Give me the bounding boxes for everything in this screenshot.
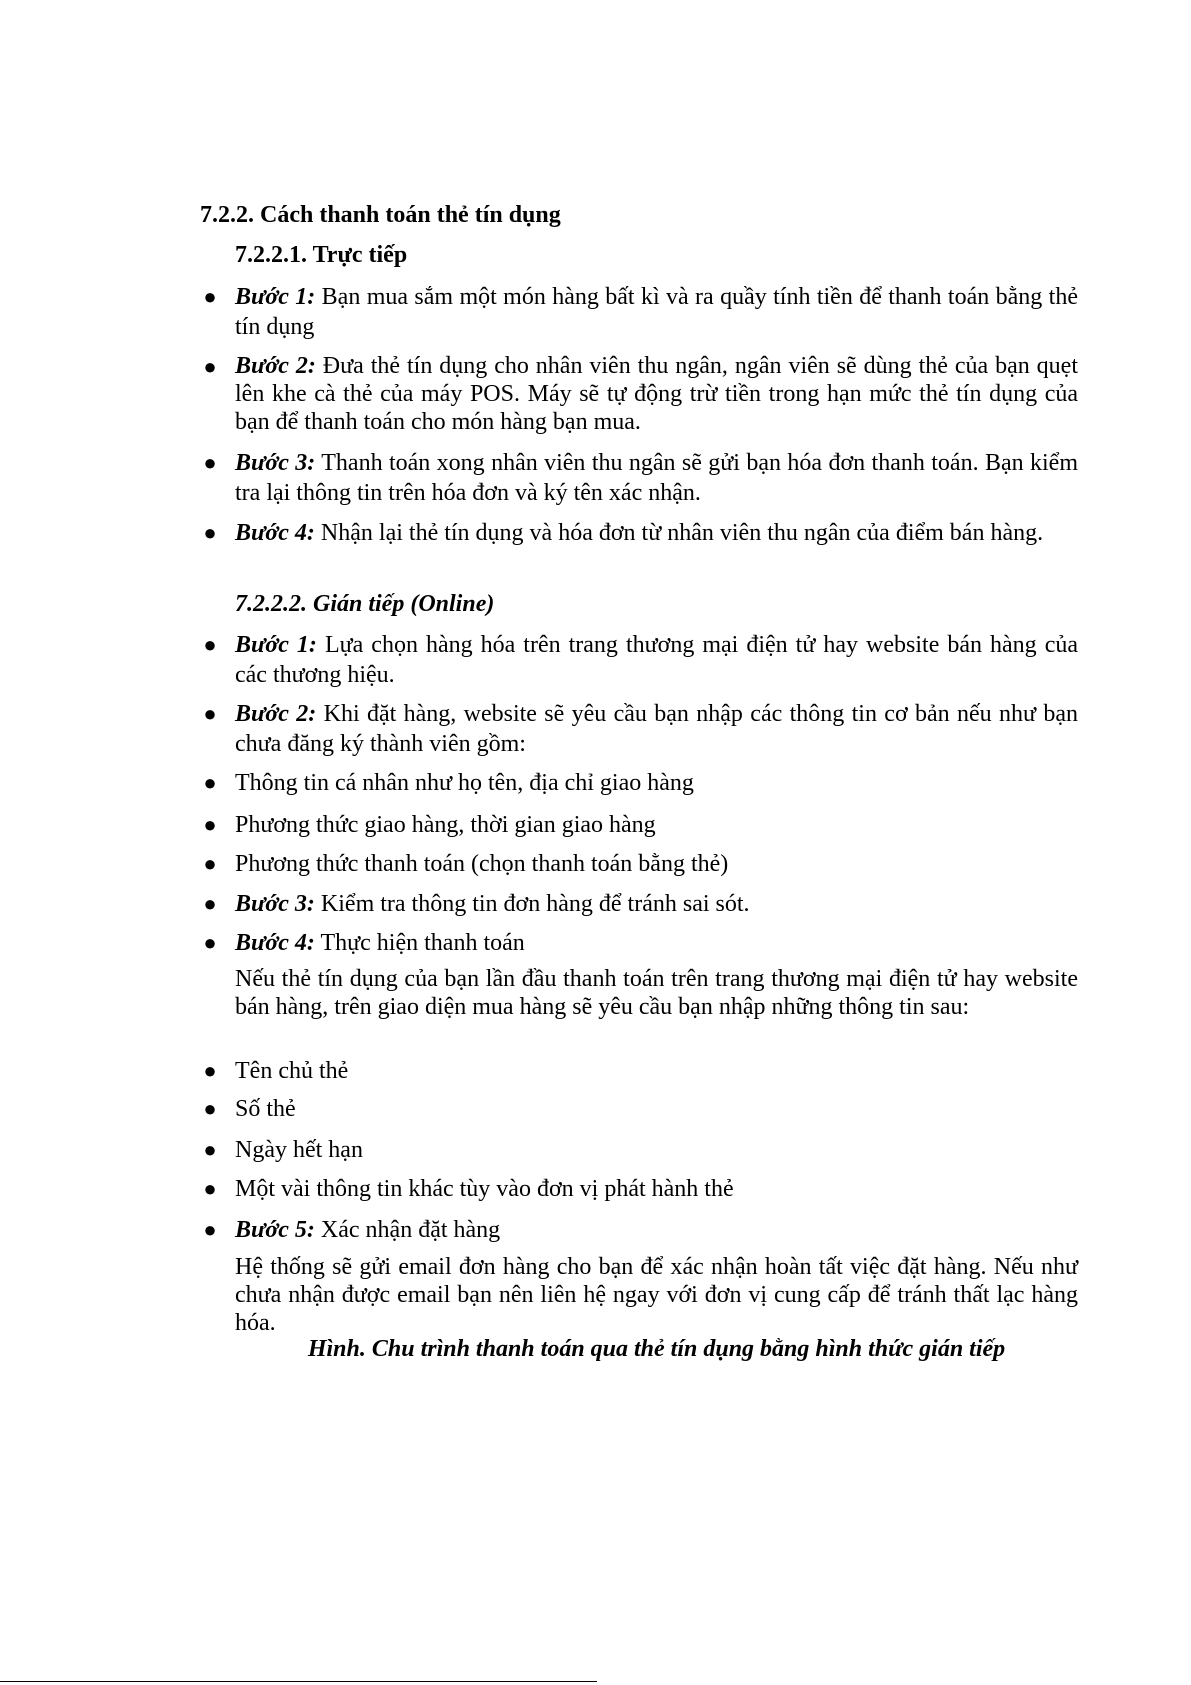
card-item-text: Tên chủ thẻ xyxy=(235,1058,349,1084)
info-item-text: Phương thức thanh toán (chọn thanh toán bằng thẻ) xyxy=(235,851,729,877)
info-item-text: Phương thức giao hàng, thời gian giao hàng xyxy=(235,812,656,838)
list-item xyxy=(203,1215,1078,1245)
list-item xyxy=(203,928,1078,958)
step-text: Khi đặt hàng, website sẽ yêu cầu bạn nhập các thông tin cơ bản nếu như bạn chưa đăng ký thành viên gồm: xyxy=(235,701,1078,757)
list-item xyxy=(203,699,1078,759)
bullet-icon: ● xyxy=(203,930,217,955)
card-item-text: Ngày hết hạn xyxy=(235,1137,363,1163)
step5-paragraph: Hệ thống sẽ gửi email đơn hàng cho bạn để xác nhận hoàn tất việc đặt hàng. Nếu như chưa nhận được email bạn nên liên hệ ngay với đơn vị cung cấp để tránh thất lạc hàng hóa. xyxy=(235,1254,1078,1336)
step-label: Bước 5: xyxy=(235,1217,315,1243)
step-label: Bước 4: xyxy=(235,930,315,956)
step-label: Bước 3: xyxy=(235,450,316,476)
step-label: Bước 1: xyxy=(235,632,317,658)
bullet-icon: ● xyxy=(203,520,217,545)
bullet-icon: ● xyxy=(203,851,217,876)
bullet-icon: ● xyxy=(203,450,217,475)
step-text: Thanh toán xong nhân viên thu ngân sẽ gửi bạn hóa đơn thanh toán. Bạn kiểm tra lại thông tin trên hóa đơn và ký tên xác nhận. xyxy=(235,450,1078,506)
list-item xyxy=(203,1135,1078,1165)
step-label: Bước 4: xyxy=(235,520,315,546)
step4-paragraph: Nếu thẻ tín dụng của bạn lần đầu thanh toán trên trang thương mại điện tử hay website bán hàng, trên giao diện mua hàng sẽ yêu cầu bạn nhập những thông tin sau: xyxy=(235,966,1078,1020)
card-item-text: Một vài thông tin khác tùy vào đơn vị phát hành thẻ xyxy=(235,1176,734,1202)
bullet-icon: ● xyxy=(203,1096,217,1121)
step-label: Bước 1: xyxy=(235,284,316,310)
list-item xyxy=(203,1174,1078,1204)
list-item xyxy=(203,849,1078,879)
step-text: Kiểm tra thông tin đơn hàng để tránh sai sót. xyxy=(314,891,750,917)
bullet-icon: ● xyxy=(203,770,217,795)
figure-caption: Hình. Chu trình thanh toán qua thẻ tín dụng bằng hình thức gián tiếp xyxy=(307,1336,1006,1362)
list-item xyxy=(203,448,1078,508)
list-item xyxy=(203,1094,1078,1124)
bullet-icon: ● xyxy=(203,812,217,837)
subsection-title-indirect: 7.2.2.2. Gián tiếp (Online) xyxy=(235,591,495,617)
section-title: 7.2.2. Cách thanh toán thẻ tín dụng xyxy=(200,202,561,228)
step-text: Đưa thẻ tín dụng cho nhân viên thu ngân, ngân viên sẽ dùng thẻ của bạn quẹt lên khe cà thẻ của máy POS. Máy sẽ tự động trừ tiền trong hạn mức thẻ tín dụng của bạn để thanh toán cho món hàng bạn mua. xyxy=(235,353,1078,435)
step-text: Nhận lại thẻ tín dụng và hóa đơn từ nhân viên thu ngân của điểm bán hàng. xyxy=(314,520,1044,546)
step-label: Bước 3: xyxy=(235,891,315,917)
step-text: Bạn mua sắm một món hàng bất kì và ra quầy tính tiền để thanh toán bằng thẻ tín dụng xyxy=(235,284,1078,340)
bullet-icon: ● xyxy=(203,1137,217,1162)
subsection-title-direct: 7.2.2.1. Trực tiếp xyxy=(235,242,408,268)
list-item xyxy=(203,889,1078,919)
list-item xyxy=(203,518,1078,548)
bullet-icon: ● xyxy=(203,284,217,309)
step-label: Bước 2: xyxy=(235,701,317,727)
step-text: Thực hiện thanh toán xyxy=(314,930,525,956)
list-item xyxy=(203,810,1078,840)
bullet-icon: ● xyxy=(203,354,217,379)
list-item xyxy=(203,1056,1078,1086)
bullet-icon: ● xyxy=(203,1176,217,1201)
list-item xyxy=(203,352,1078,436)
footer-divider xyxy=(0,1681,597,1682)
step-text: Lựa chọn hàng hóa trên trang thương mại điện tử hay website bán hàng của các thương hiệu. xyxy=(235,632,1078,688)
step-label: Bước 2: xyxy=(235,353,316,379)
list-item xyxy=(203,630,1078,690)
bullet-icon: ● xyxy=(203,1217,217,1242)
info-item-text: Thông tin cá nhân như họ tên, địa chỉ giao hàng xyxy=(235,770,694,796)
list-item xyxy=(203,282,1078,342)
bullet-icon: ● xyxy=(203,632,217,657)
step-text: Xác nhận đặt hàng xyxy=(314,1217,501,1243)
list-item xyxy=(203,768,1078,798)
card-item-text: Số thẻ xyxy=(235,1096,296,1122)
bullet-icon: ● xyxy=(203,701,217,726)
bullet-icon: ● xyxy=(203,891,217,916)
bullet-icon: ● xyxy=(203,1058,217,1083)
